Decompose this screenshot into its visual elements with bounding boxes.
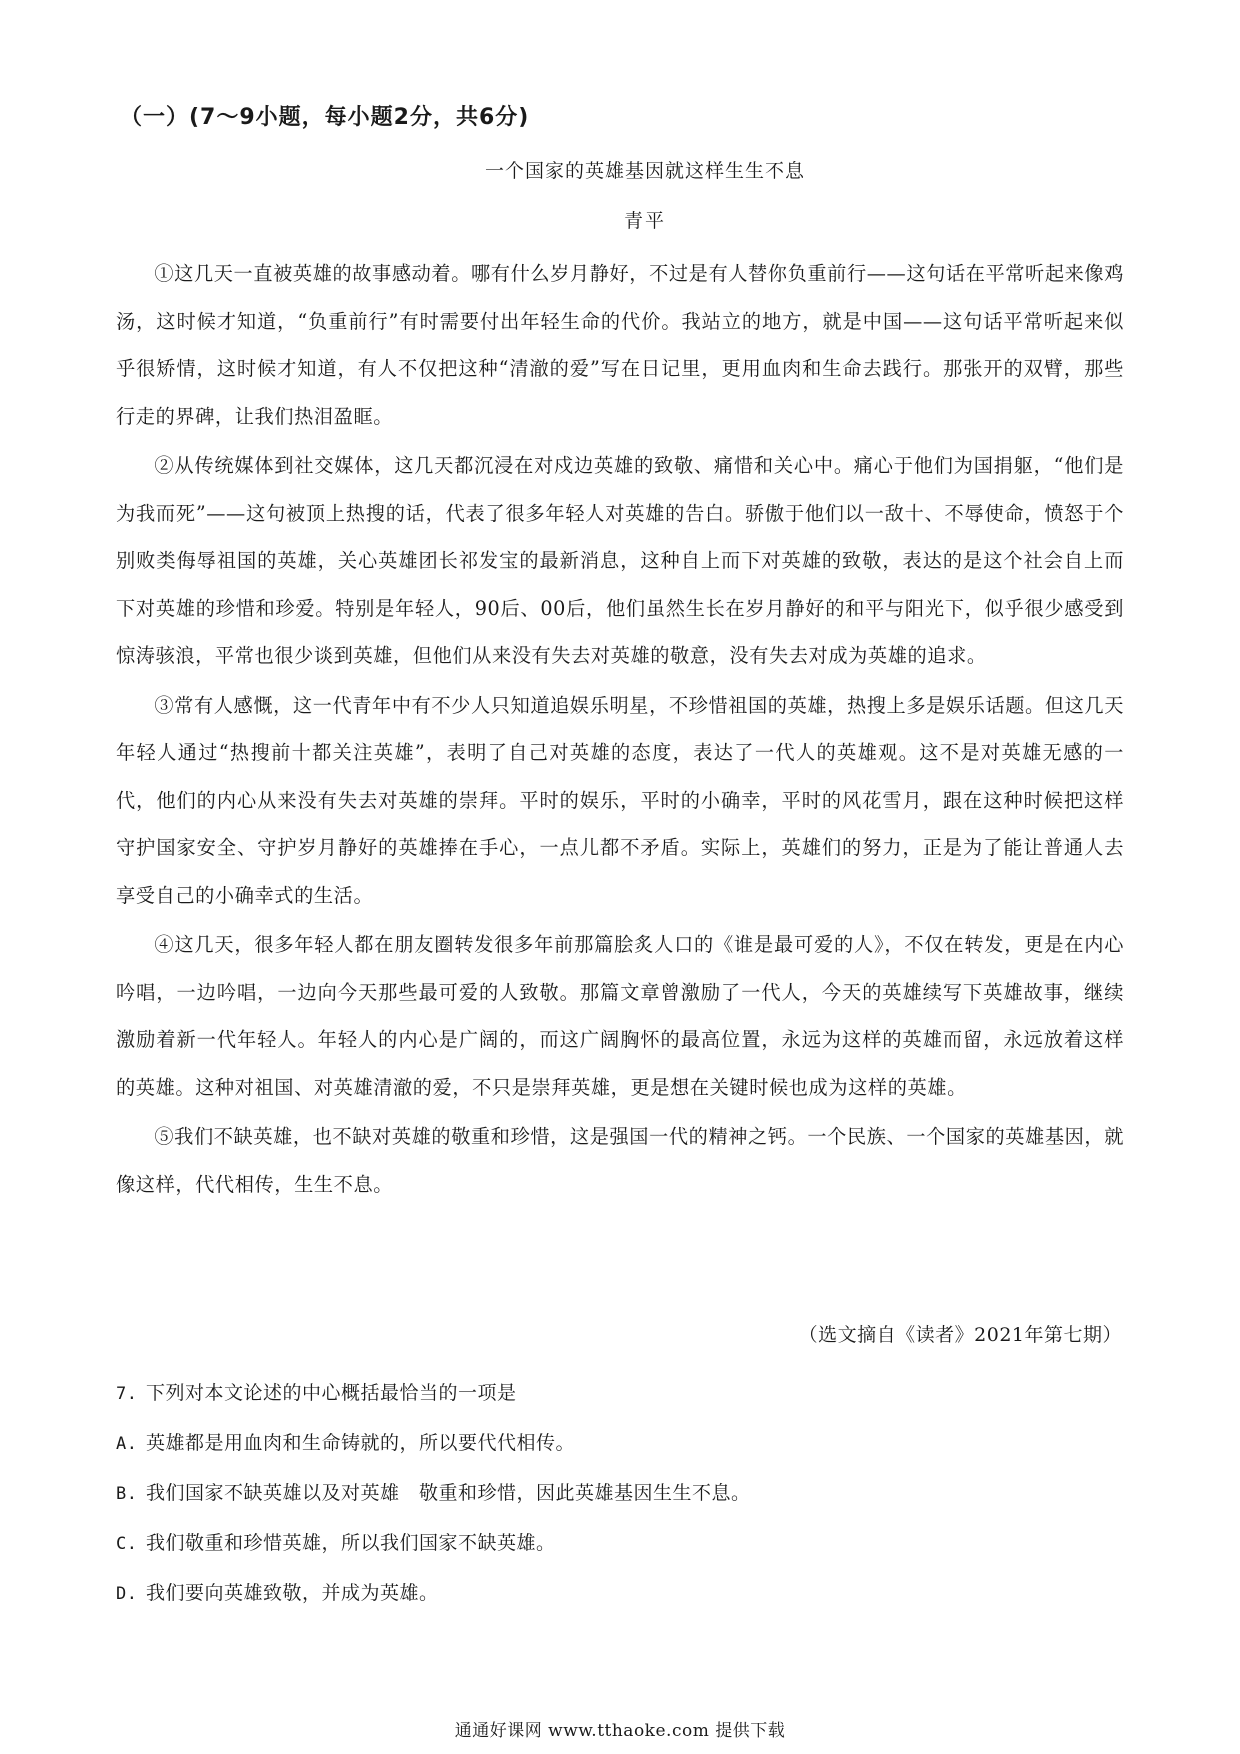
paragraph-1: ①这几天一直被英雄的故事感动着。哪有什么岁月静好，不过是有人替你负重前行——这句话在平常听起来像鸡汤，这时候才知道，“负重前行”有时需要付出年轻生命的代价。我站立的地方，就是中国——这句话平常听起来似乎很矫情，这时候才知道，有人不仅把这种“清澈的爱”写在日记里，更用血肉和生命去践行。那张开的双臂，那些行走的界碑，让我们热泪盈眶。 [116,262,1124,428]
question-stem [116,1368,1124,1418]
option-d[interactable] [116,1568,1124,1618]
download-footer: 通通好课网 www.tthaoke.com 提供下载 [454,1721,786,1741]
option-a[interactable] [116,1418,1124,1468]
option-letter: B. [116,1484,138,1504]
option-letter: A. [116,1434,138,1454]
article-author: 青平 [623,210,666,232]
paragraph-4: ④这几天，很多年轻人都在朋友圈转发很多年前那篇脍炙人口的《谁是最可爱的人》，不仅在转发，更是在内心吟唱，一边吟唱，一边向今天那些最可爱的人致敬。那篇文章曾激励了一代人，今天的英雄续写下英雄故事，继续激励着新一代年轻人。年轻人的内心是广阔的，而这广阔胸怀的最高位置，永远为这样的英雄而留，永远放着这样的英雄。这种对祖国、对英雄清澈的爱，不只是崇拜英雄，更是想在关键时候也成为这样的英雄。 [116,933,1124,1099]
section-header: （一）(7～9小题，每小题2分，共6分) [120,105,530,130]
option-text: 我们要向英雄致敬，并成为英雄。 [146,1582,439,1604]
article-title: 一个国家的英雄基因就这样生生不息 [484,160,805,182]
option-text: 我们敬重和珍惜英雄，所以我们国家不缺英雄。 [146,1532,556,1554]
option-text: 我们国家不缺英雄以及对英雄 敬重和珍惜，因此英雄基因生生不息。 [146,1482,751,1504]
paragraph-3: ③常有人感慨，这一代青年中有不少人只知道追娱乐明星，不珍惜祖国的英雄，热搜上多是娱乐话题。但这几天年轻人通过“热搜前十都关注英雄”，表明了自己对英雄的态度，表达了一代人的英雄观。这不是对英雄无感的一代，他们的内心从来没有失去对英雄的崇拜。平时的娱乐，平时的小确幸，平时的风花雪月，跟在这种时候把这样守护国家安全、守护岁月静好的英雄捧在手心，一点儿都不矛盾。实际上，英雄们的努力，正是为了能让普通人去享受自己的小确幸式的生活。 [116,693,1124,907]
option-letter: D. [116,1584,138,1604]
option-c[interactable] [116,1518,1124,1568]
question-stem-text: 下列对本文论述的中心概括最恰当的一项是 [146,1382,517,1404]
question-number: 7. [116,1384,138,1404]
option-letter: C. [116,1534,138,1554]
paragraph-5: ⑤我们不缺英雄，也不缺对英雄的敬重和珍惜，这是强国一代的精神之钙。一个民族、一个国家的英雄基因，就像这样，代代相传，生生不息。 [116,1125,1124,1196]
article-source: （选文摘自《读者》2021年第七期） [798,1324,1122,1346]
question-7 [116,1368,1124,1618]
option-b[interactable] [116,1468,1124,1518]
article-body [116,250,1124,1210]
paragraph-2: ②从传统媒体到社交媒体，这几天都沉浸在对戍边英雄的致敬、痛惜和关心中。痛心于他们为国捐躯，“他们是为我而死”——这句被顶上热搜的话，代表了很多年轻人对英雄的告白。骄傲于他们以一敌十、不辱使命，愤怒于个别败类侮辱祖国的英雄，关心英雄团长祁发宝的最新消息，这种自上而下对英雄的致敬，表达的是这个社会自上而下对英雄的珍惜和珍爱。特别是年轻人，90后、00后，他们虽然生长在岁月静好的和平与阳光下，似乎很少感受到惊涛骇浪，平常也很少谈到英雄，但他们从来没有失去对英雄的敬意，没有失去对成为英雄的追求。 [116,454,1124,667]
option-text: 英雄都是用血肉和生命铸就的，所以要代代相传。 [146,1432,576,1454]
